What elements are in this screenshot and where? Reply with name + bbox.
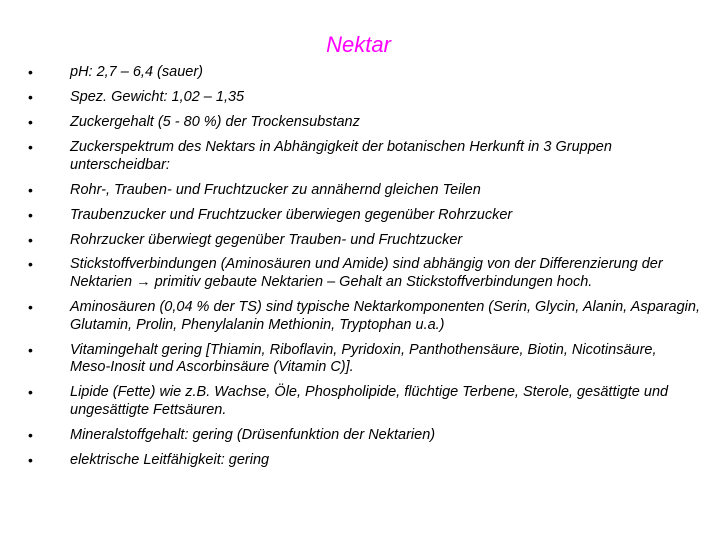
bullet-icon: • xyxy=(28,88,33,105)
list-item xyxy=(28,114,700,132)
list-item-text: elektrische Leitfähigkeit: gering xyxy=(70,451,270,468)
list-item xyxy=(28,427,700,445)
list-item xyxy=(28,182,700,200)
list-item-text: Zuckerspektrum des Nektars in Abhängigkeit der botanischen Herkunft in 3 Gruppen unterscheidbar: xyxy=(70,138,612,173)
bullet-icon: • xyxy=(28,181,33,198)
list-item xyxy=(28,452,700,470)
list-item-text: Mineralstoffgehalt: gering (Drüsenfunktion der Nektarien) xyxy=(70,426,436,443)
list-item-text: Aminosäuren (0,04 % der TS) sind typische Nektarkomponenten (Serin, Glycin, Alanin, Asparagin, Glutamin, Prolin, Phenylalanin Methionin, Tryptophan u.a.) xyxy=(70,299,700,333)
list-item xyxy=(28,89,700,107)
list-item xyxy=(28,64,700,82)
list-item-text: Spez. Gewicht: 1,02 – 1,35 xyxy=(70,88,245,105)
bullet-icon: • xyxy=(28,256,33,273)
list-item-text: Traubenzucker und Fruchtzucker überwiegen gegenüber Rohrzucker xyxy=(70,206,513,223)
bullet-icon: • xyxy=(28,113,33,130)
list-item-text: Zuckergehalt (5 - 80 %) der Trockensubstanz xyxy=(70,113,360,130)
list-item xyxy=(28,256,700,291)
list-item-text: Vitamingehalt gering [Thiamin, Riboflavin, Pyridoxin, Panthothensäure, Biotin, Nicotinsäure, Meso-Inosit und Ascorbinsäure (Vitamin C)]. xyxy=(70,341,657,376)
bullet-icon: • xyxy=(28,341,33,358)
list-item-text: Rohr-, Trauben- und Fruchtzucker zu annähernd gleichen Teilen xyxy=(70,181,481,198)
bullet-icon: • xyxy=(28,206,33,223)
list-item xyxy=(28,232,700,250)
bullet-icon: • xyxy=(28,138,33,155)
list-item xyxy=(28,384,700,419)
list-item xyxy=(28,342,700,377)
list-item-text: Lipide (Fette) wie z.B. Wachse, Öle, Phospholipide, flüchtige Terbene, Sterole, gesättigte und ungesättigte Fettsäuren. xyxy=(70,384,669,418)
list-item xyxy=(28,207,700,225)
bullet-icon: • xyxy=(28,384,33,401)
slide-title xyxy=(0,32,720,58)
bullet-icon: • xyxy=(28,426,33,443)
list-item xyxy=(28,139,700,174)
list-item-text: Stickstoffverbindungen (Aminosäuren und Amide) sind abhängig von der Differenzierung der Nektarien → primitiv gebaute Nektarien – Gehalt an Stickstoffverbindungen hoch. xyxy=(70,256,663,291)
bullet-icon: • xyxy=(28,64,33,80)
slide-title-text: Nektar xyxy=(326,32,391,57)
list-item xyxy=(28,299,700,334)
list-item-text: pH: 2,7 – 6,4 (sauer) xyxy=(70,64,203,80)
bullet-icon: • xyxy=(28,451,33,468)
bullet-list xyxy=(28,64,700,477)
bullet-icon: • xyxy=(28,299,33,316)
list-item-text: Rohrzucker überwiegt gegenüber Trauben- und Fruchtzucker xyxy=(70,231,463,248)
bullet-icon: • xyxy=(28,231,33,248)
